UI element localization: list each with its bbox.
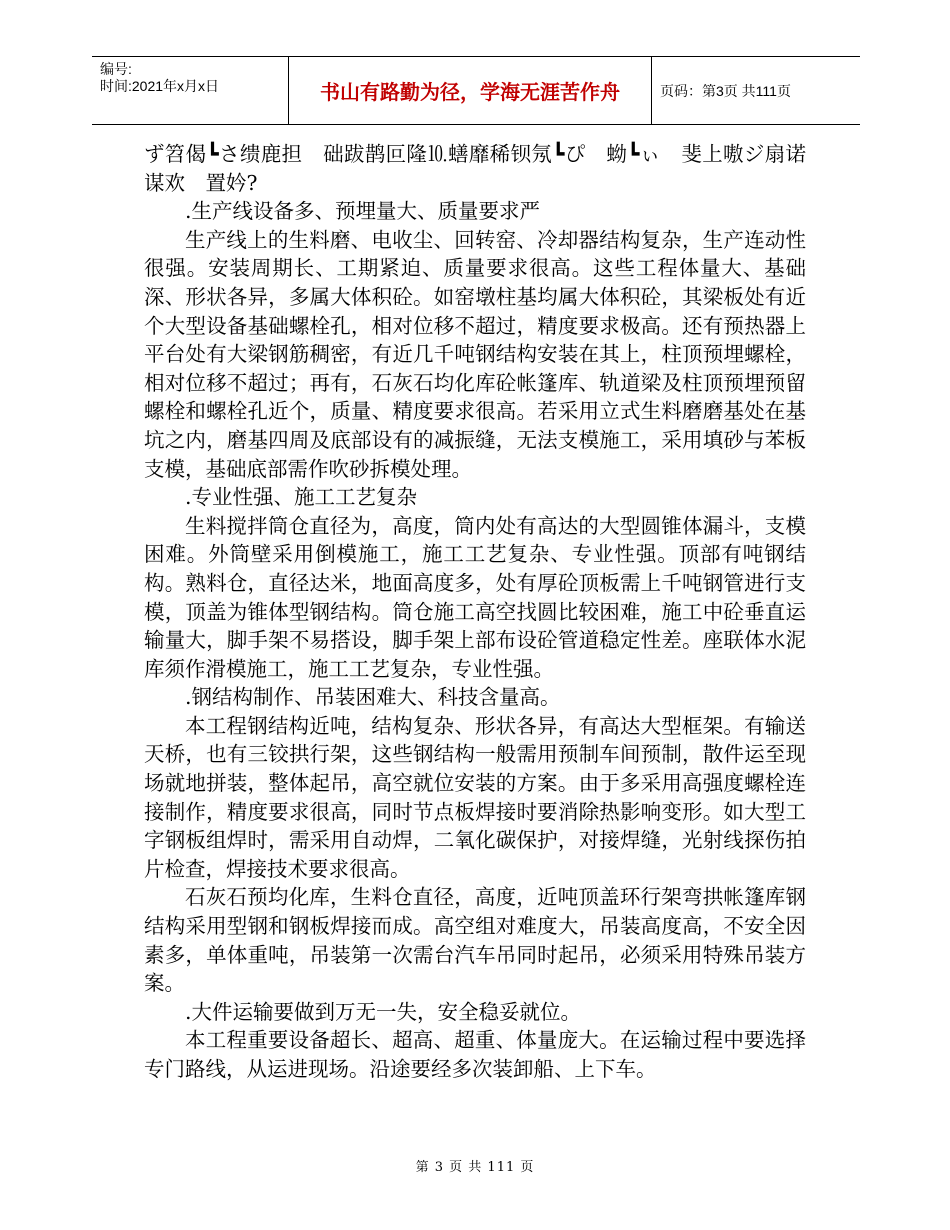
document-time: 时间:2021年x月x日: [100, 78, 220, 94]
section-heading: .钢结构制作、吊装困难大、科技含量高。: [185, 685, 561, 710]
body-paragraph: 生料搅拌筒仓直径为，高度，筒内处有高达的大型圆锥体漏斗，支模困难。外筒壁采用倒模施工，施工工艺复杂、专业性强。顶部有吨钢结构。熟料仓，直径达米，地面高度多，处有厚砼顶板需上千吨钢管进行支模，顶盖为锥体型钢结构。筒仓施工高空找圆比较困难，施工中砼垂直运输量大，脚手架不易搭设，脚手架上部布设砼管道稳定性差。座联体水泥库须作滑模施工，施工工艺复杂，专业性强。: [144, 513, 806, 681]
section-heading: .大件运输要做到万无一失，安全稳妥就位。: [185, 999, 582, 1024]
body-paragraph: 生产线上的生料磨、电收尘、回转窑、冷却器结构复杂，生产连动性很强。安装周期长、工期紧迫、质量要求很高。这些工程体量大、基础深、形状各异，多属大体积砼。如窑墩柱基均属大体积砼，其梁板处有近个大型设备基础螺栓孔，相对位移不超过，精度要求极高。还有预热器上平台处有大梁钢筋稠密，有近几千吨钢结构安装在其上，柱顶预埋螺栓，相对位移不超过；再有，石灰石均化库砼帐篷库、轨道梁及柱顶预埋预留螺栓和螺栓孔近个，质量、精度要求很高。若采用立式生料磨磨基处在基坑之内，磨基四周及底部设有的减振缝，无法支模施工，采用填砂与苯板支模，基础底部需作吹砂拆模处理。: [144, 227, 806, 481]
section-heading: .生产线设备多、预埋量大、质量要求严: [185, 199, 541, 224]
body-paragraph: 本工程钢结构近吨，结构复杂、形状各异，有高达大型框架。有输送天桥，也有三铰拱行架，这些钢结构一般需用预制车间预制，散件运至现场就地拼装，整体起吊，高空就位安装的方案。由于多采用高强度螺栓连接制作，精度要求很高，同时节点板焊接时要消除热影响变形。如大型工字钢板组焊时，需采用自动焊，二氧化碳保护，对接焊缝，光射线探伤拍片检查，焊接技术要求很高。: [144, 713, 806, 881]
body-paragraph: 本工程重要设备超长、超高、超重、体量庞大。在运输过程中要选择专门路线，从运进现场。沿途要经多次装卸船、上下车。: [144, 1028, 806, 1081]
header-page-info: 页码：第3页 共111页: [660, 82, 791, 99]
body-paragraph: 石灰石预均化库，生料仓直径，高度，近吨顶盖环行架弯拱帐篷库钢结构采用型钢和钢板焊接而成。高空组对难度大，吊装高度高，不安全因素多，单体重吨，吊装第一次需台汽车吊同时起吊，必须采用特殊吊装方案。: [144, 885, 806, 996]
document-body: [144, 140, 806, 1084]
page-header: [92, 56, 860, 125]
document-number-label: 编号:: [100, 61, 132, 77]
header-meta: [92, 57, 288, 124]
header-motto: 书山有路勤为径，学海无涯苦作舟: [288, 57, 652, 124]
page-footer: 第 3 页 共 111 页: [415, 1160, 535, 1175]
garbled-paragraph: ず笤偈┗さ缋鹿担 础跋鹊叵隆⒑蟮靡稀钡氖┗ぴ 蚴┗ぃ 斐上嗷ジ扇诺谋欢 置妗?: [144, 142, 806, 195]
section-heading: .专业性强、施工工艺复杂: [185, 485, 418, 510]
